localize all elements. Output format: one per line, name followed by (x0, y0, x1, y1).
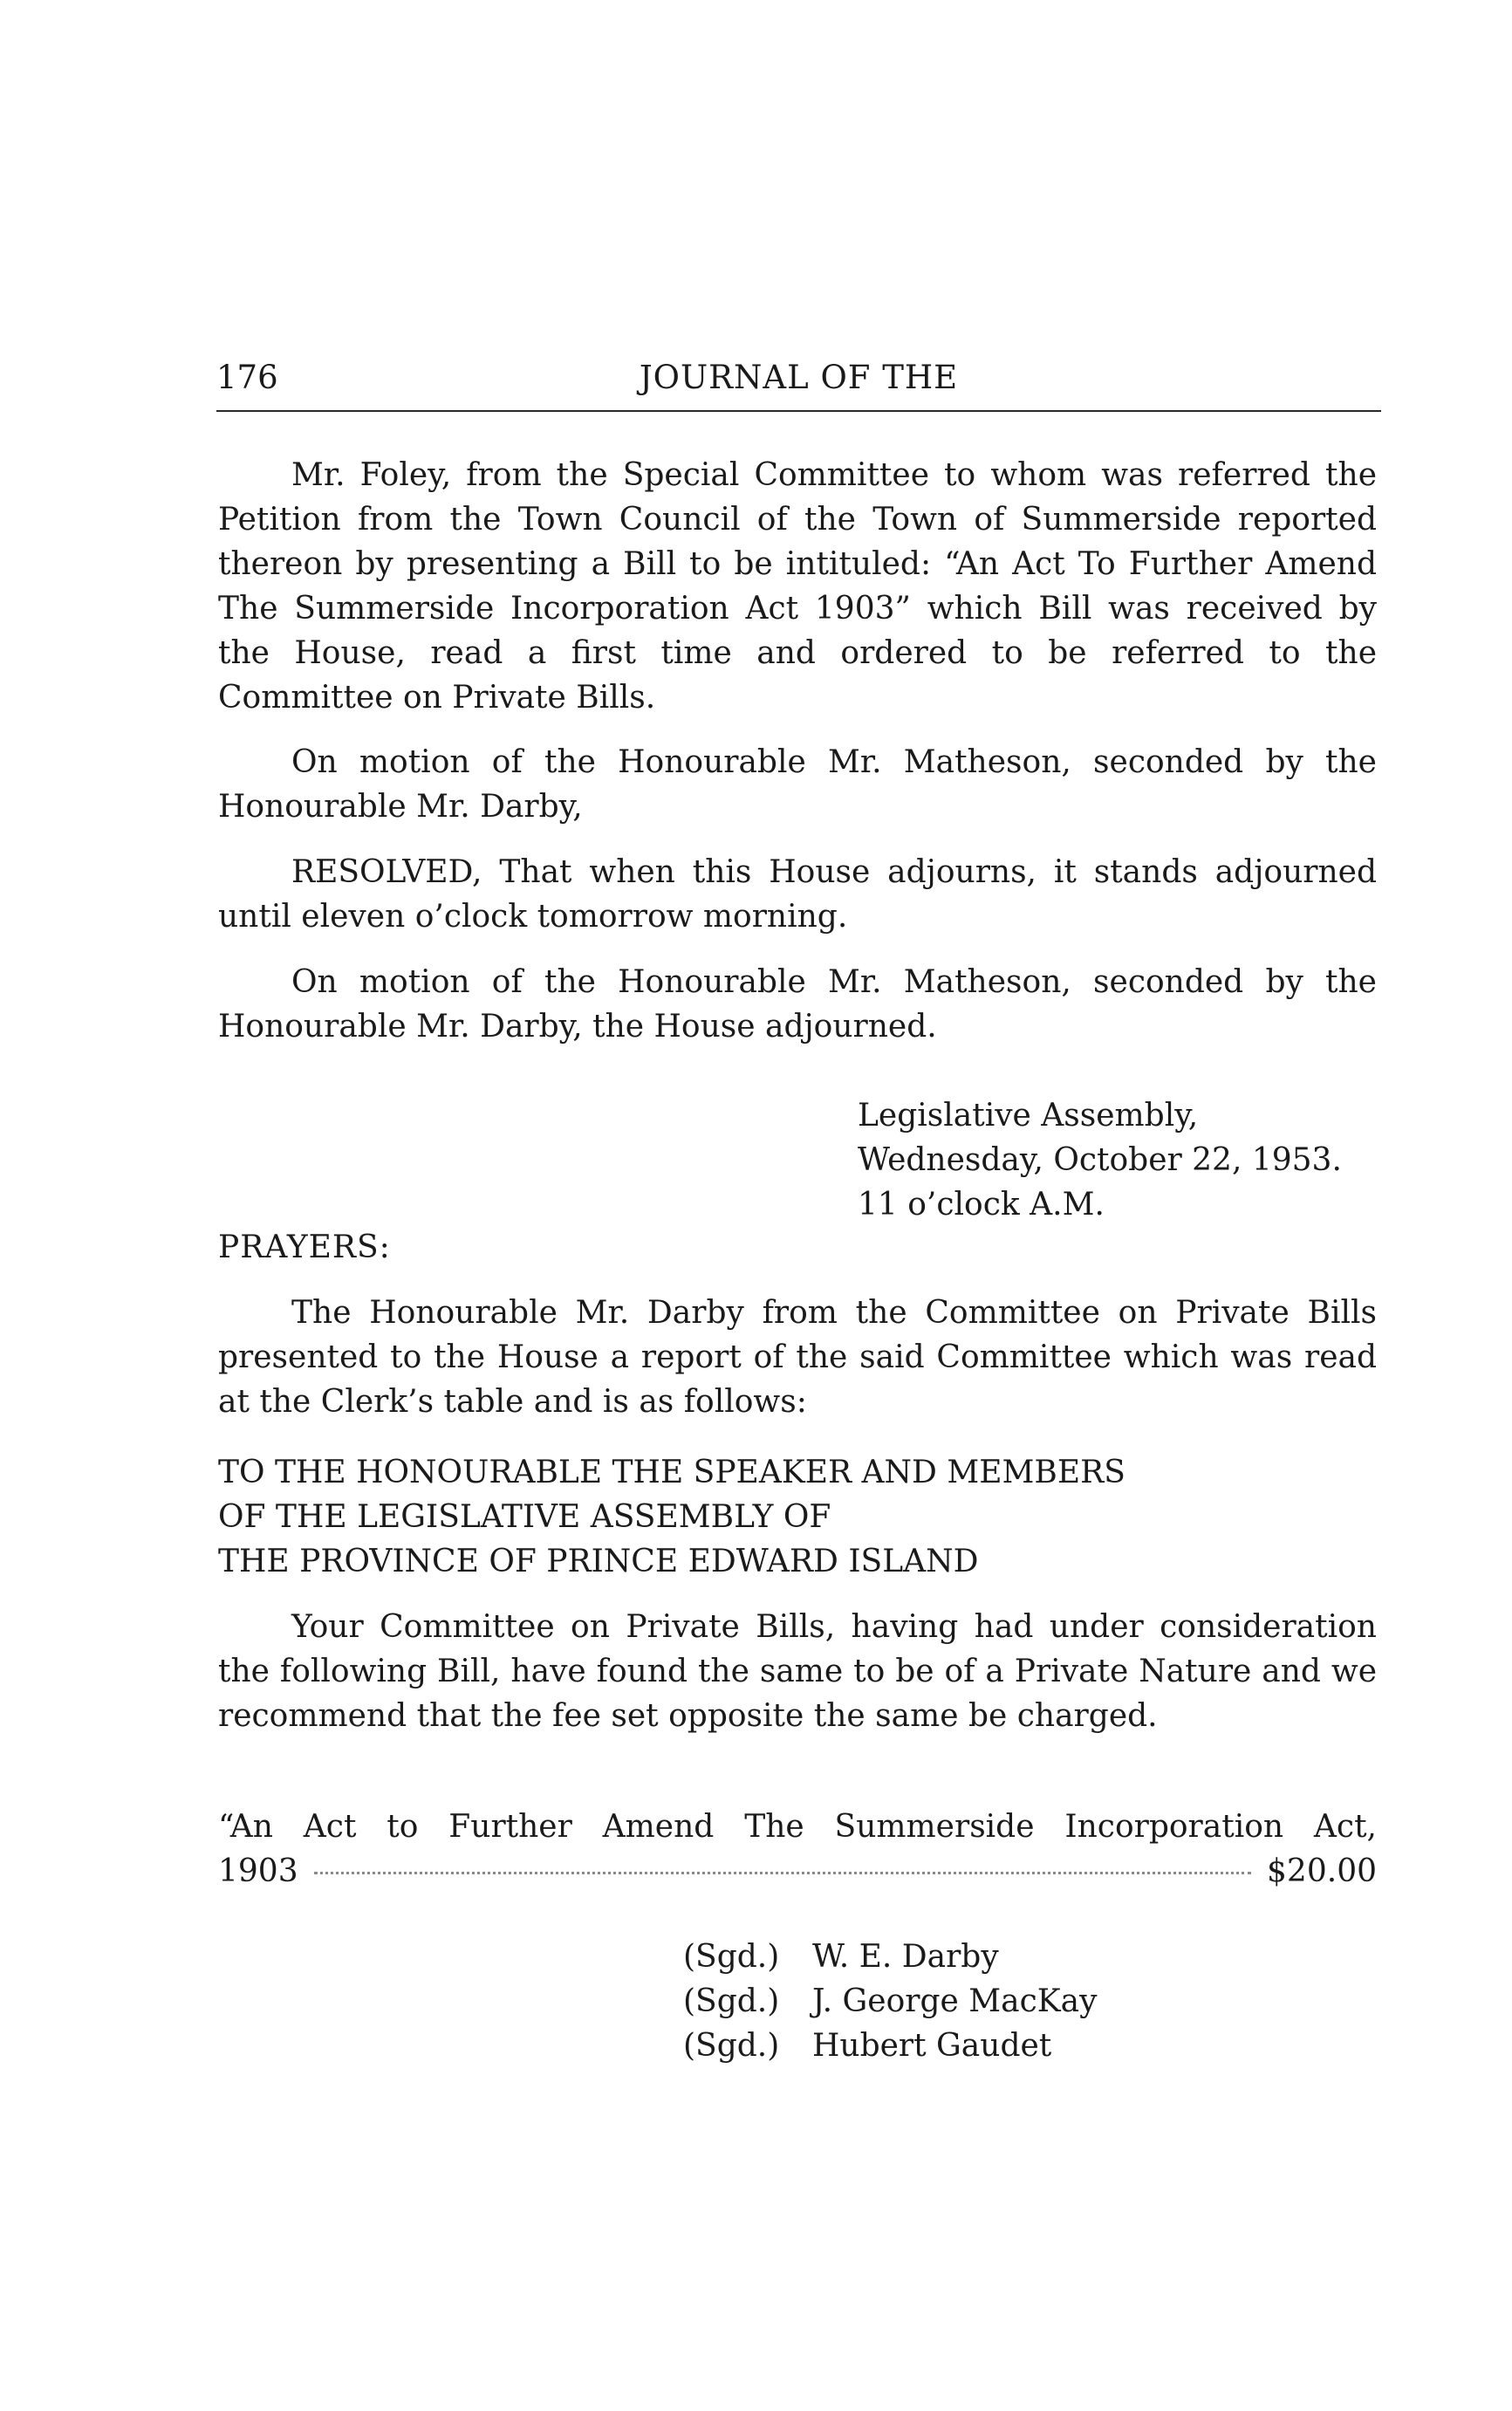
dot-leader (314, 1872, 1251, 1874)
address-line: THE PROVINCE OF PRINCE EDWARD ISLAND (218, 1544, 979, 1579)
signatory-name: W. E. Darby (812, 1939, 999, 1975)
dateline-date: Wednesday, October 22, 1953. (858, 1142, 1342, 1178)
bill-year: 1903 (218, 1853, 298, 1889)
signed-mark: (Sgd.) (683, 2028, 780, 2064)
signature-row (683, 1935, 1097, 1979)
signature-block (683, 1935, 1097, 2068)
signatory-name: Hubert Gaudet (812, 2028, 1052, 2064)
header-rule (216, 410, 1381, 412)
signature-row (683, 1979, 1097, 2024)
dateline (858, 1093, 1342, 1227)
signature-row (683, 2024, 1097, 2068)
bill-fee-line (218, 1849, 1377, 1894)
prayers-heading: PRAYERS: (218, 1229, 391, 1265)
dateline-time: 11 o’clock A.M. (858, 1187, 1105, 1223)
signatory-name: J. George MacKay (812, 1983, 1098, 2019)
page-number: 176 (216, 359, 278, 396)
running-head (216, 356, 1381, 400)
bill-fee: $20.00 (1267, 1853, 1377, 1889)
address-block (218, 1450, 1125, 1584)
address-line: OF THE LEGISLATIVE ASSEMBLY OF (218, 1499, 831, 1535)
paragraph-private-bills-report: The Honourable Mr. Darby from the Committee on Private Bills presented to the House a report of the said Committee which was read at the Clerk’s table and is as follows: (218, 1295, 1377, 1420)
bill-entry (218, 1805, 1377, 1894)
journal-title: JOURNAL OF THE (639, 359, 959, 396)
dateline-assembly: Legislative Assembly, (858, 1098, 1199, 1134)
signed-mark: (Sgd.) (683, 1983, 780, 2019)
bill-title: “An Act to Further Amend The Summerside Incorporation Act, (218, 1809, 1377, 1845)
paragraph-motion: On motion of the Honourable Mr. Matheson, seconded by the Honourable Mr. Darby, (218, 744, 1377, 825)
paragraph-adjourned: On motion of the Honourable Mr. Matheson, seconded by the Honourable Mr. Darby, the House adjourned. (218, 964, 1377, 1045)
signed-mark: (Sgd.) (683, 1939, 780, 1975)
address-line: TO THE HONOURABLE THE SPEAKER AND MEMBERS (218, 1455, 1125, 1490)
paragraph-committee-finding: Your Committee on Private Bills, having had under consideration the following Bill, have found the same to be of a Private Nature and we recommend that the fee set opposite the same be charged. (218, 1609, 1377, 1734)
paragraph-committee-report: Mr. Foley, from the Special Committee to whom was referred the Petition from the Town Council of the Town of Summerside reported thereon by presenting a Bill to be intituled: “An Act To Further Amend The Summerside Incorporation Act 1903” which Bill was received by the House, read a first time and ordered to be referred to the Committee on Private Bills. (218, 457, 1377, 716)
paragraph-resolved: RESOLVED, That when this House adjourns, it stands adjourned until eleven o’clock tomorrow morning. (218, 854, 1377, 935)
